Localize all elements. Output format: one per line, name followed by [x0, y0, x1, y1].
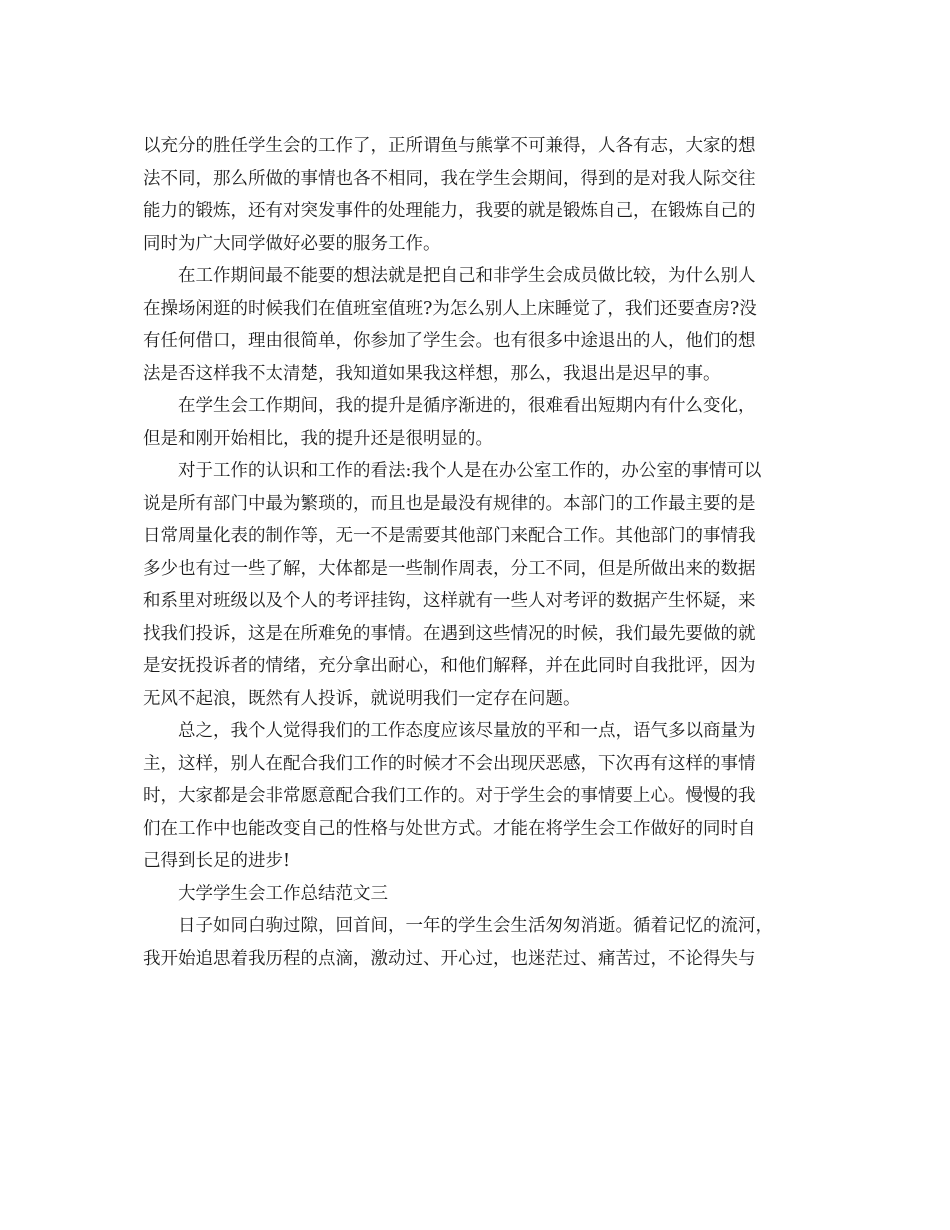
text-line: 主，这样，别人在配合我们工作的时候才不会出现厌恶感，下次再有这样的事情: [143, 753, 756, 774]
text-line: 我开始追思着我历程的点滴，激动过、开心过，也迷茫过、痛苦过，不论得失与: [143, 948, 756, 969]
text-line: 在学生会工作期间，我的提升是循序渐进的，很难看出短期内有什么变化，: [178, 396, 756, 416]
text-line: 法不同，那么所做的事情也各不相同，我在学生会期间，得到的是对我人际交往: [143, 168, 756, 189]
text-line: 是安抚投诉者的情绪，充分拿出耐心，和他们解释，并在此同时自我批评，因为: [143, 656, 756, 676]
text-line: 在工作期间最不能要的想法就是把自己和非学生会成员做比较，为什么别人: [178, 266, 756, 286]
text-line: 日子如同白驹过隙，回首间，一年的学生会生活匆匆消逝。循着记忆的流河，: [178, 916, 773, 936]
text-line: 多少也有过一些了解，大体都是一些制作周表，分工不同，但是所做出来的数据: [143, 558, 756, 579]
text-line: 大学学生会工作总结范文三: [178, 883, 388, 904]
text-line: 找我们投诉，这是在所难免的事情。在遇到这些情况的时候，我们最先要做的就: [143, 623, 756, 644]
paragraph: [143, 715, 805, 878]
paragraph: [143, 130, 805, 260]
text-line: 以充分的胜任学生会的工作了，正所谓鱼与熊掌不可兼得，人各有志，大家的想: [143, 136, 756, 156]
text-line: 有任何借口，理由很简单，你参加了学生会。也有很多中途退出的人，他们的想: [143, 331, 756, 351]
text-line: 在操场闲逛的时候我们在值班室值班?为怎么别人上床睡觉了，我们还要查房?没: [143, 298, 757, 319]
text-line: 说是所有部门中最为繁琐的，而且也是最没有规律的。本部门的工作最主要的是: [143, 493, 756, 514]
text-line: 能力的锻炼，还有对突发事件的处理能力，我要的就是锻炼自己，在锻炼自己的: [143, 201, 756, 221]
text-line: 同时为广大同学做好必要的服务工作。: [143, 233, 441, 254]
text-line: 们在工作中也能改变自己的性格与处世方式。才能在将学生会工作做好的同时自: [143, 818, 756, 839]
text-line: 和系里对班级以及个人的考评挂钩，这样就有一些人对考评的数据产生怀疑，来: [143, 591, 756, 611]
text-line: 总之，我个人觉得我们的工作态度应该尽量放的平和一点，语气多以商量为: [178, 721, 756, 741]
text-line: 但是和刚开始相比，我的提升还是很明显的。: [143, 428, 493, 449]
text-line: 法是否这样我不太清楚，我知道如果我这样想，那么，我退出是迟早的事。: [143, 363, 721, 384]
text-line: 日常周量化表的制作等，无一不是需要其他部门来配合工作。其他部门的事情我: [143, 526, 756, 546]
paragraph: [143, 260, 805, 390]
document-body: [143, 130, 805, 975]
paragraph: [143, 910, 805, 975]
paragraph: [143, 390, 805, 455]
paragraph: [143, 878, 805, 911]
paragraph: [143, 455, 805, 715]
text-line: 己得到长足的进步!: [143, 851, 291, 871]
text-line: 时，大家都是会非常愿意配合我们工作的。对于学生会的事情要上心。慢慢的我: [143, 786, 756, 806]
text-line: 无风不起浪，既然有人投诉，就说明我们一定存在问题。: [143, 688, 581, 709]
text-line: 对于工作的认识和工作的看法:我个人是在办公室工作的，办公室的事情可以: [178, 461, 762, 481]
